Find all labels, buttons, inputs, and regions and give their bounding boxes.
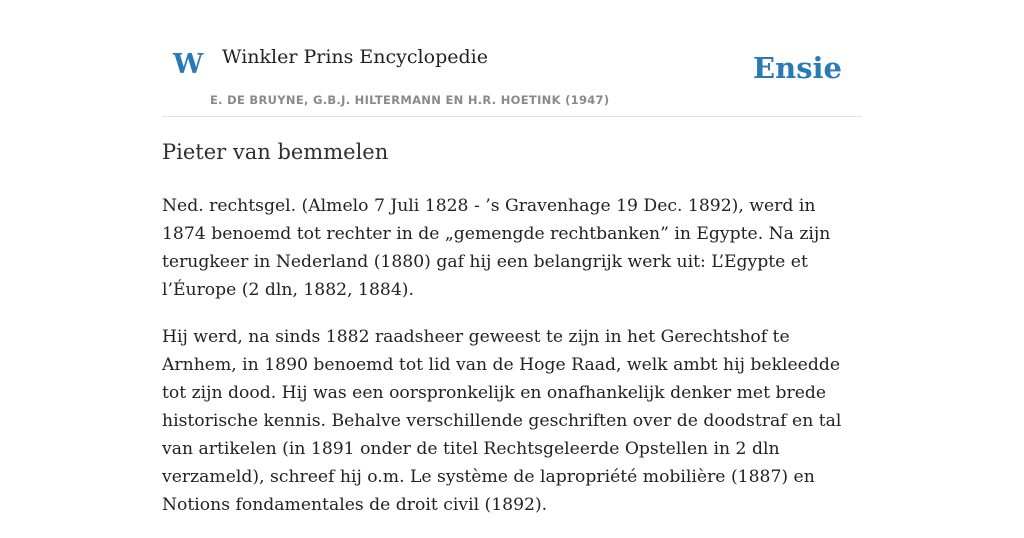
winkler-prins-logo[interactable]: W bbox=[173, 49, 204, 80]
site-title[interactable]: Winkler Prins Encyclopedie bbox=[222, 46, 488, 68]
article-paragraph: Ned. rechtsgel. (Almelo 7 Juli 1828 - ’s Gravenhage 19 Dec. 1892), werd in 1874 benoemd tot rechter in de „gemengde rechtbanken” in Egypte. Na zijn terugkeer in Nederland (1880) gaf hij een belangrijk werk uit: L’Egypte et l’Éurope (2 dln, 1882, 1884). bbox=[162, 196, 831, 300]
page bbox=[162, 0, 862, 515]
authors-byline: E. DE BRUYNE, G.B.J. HILTERMANN EN H.R. HOETINK (1947) bbox=[210, 93, 610, 107]
ensie-brand-link[interactable]: Ensie bbox=[753, 51, 842, 85]
article-title: Pieter van bemmelen bbox=[162, 140, 389, 164]
header bbox=[162, 0, 862, 117]
article-body bbox=[162, 192, 864, 538]
article-paragraph: Hij werd, na sinds 1882 raadsheer geweest te zijn in het Gerechtshof te Arnhem, in 1890 benoemd tot lid van de Hoge Raad, welk ambt hij bekleedde tot zijn dood. Hij was een oorspronkelijk en onafhankelijk denker met brede historische kennis. Behalve verschillende geschriften over de doodstraf en tal van artikelen (in 1891 onder de titel Rechtsgeleerde Opstellen in 2 dln verzameld), schreef hij o.m. Le système de lapropriété mobilière (1887) en Notions fondamentales de droit civil (1892). bbox=[162, 327, 842, 515]
